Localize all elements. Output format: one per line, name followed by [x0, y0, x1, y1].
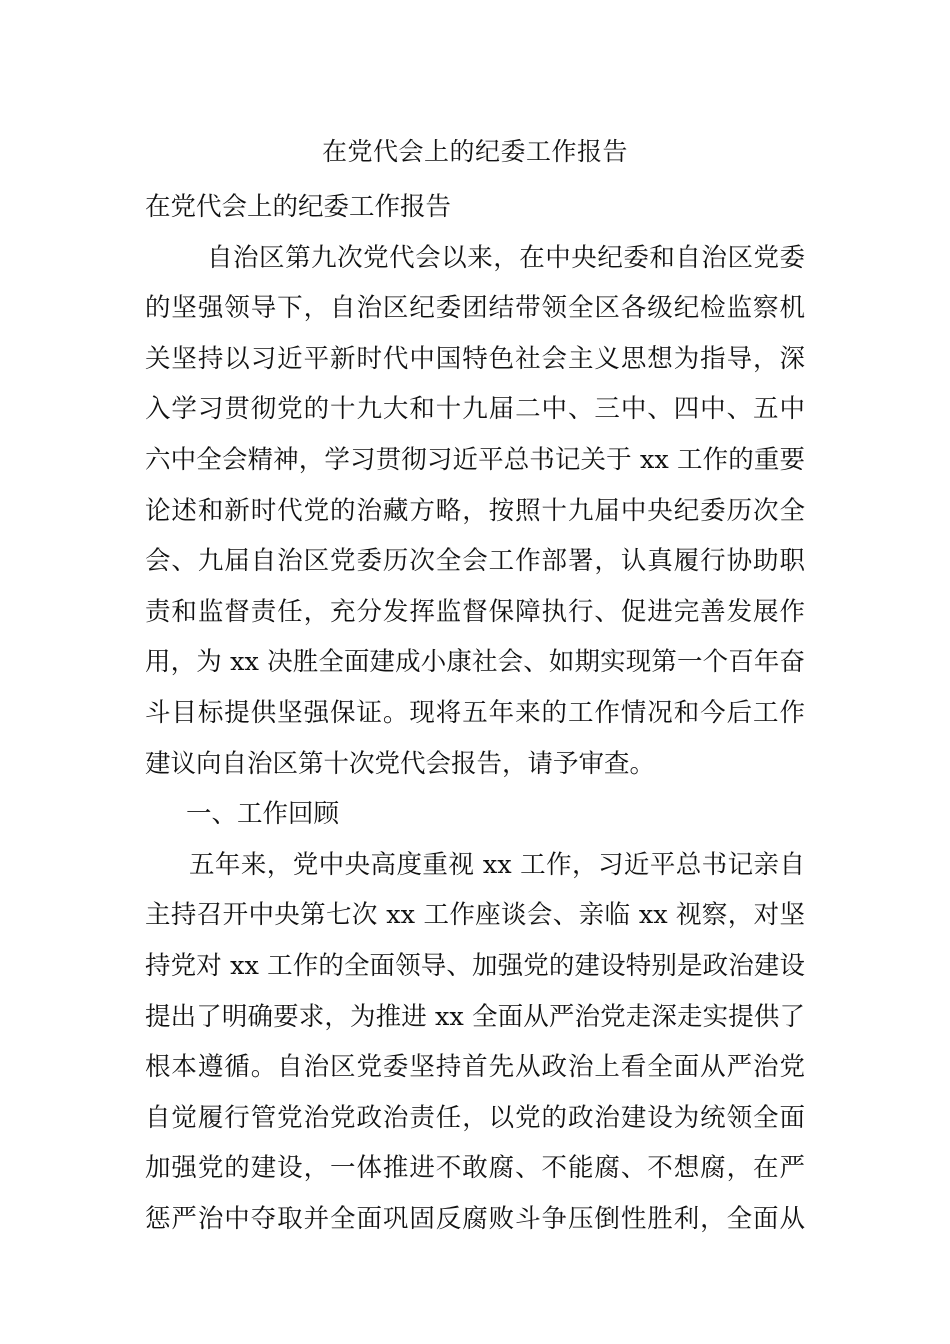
- paragraph-line: 论述和新时代党的治藏方略，按照十九届中央纪委历次全: [145, 495, 805, 526]
- paragraph-line: 五年来，党中央高度重视 xx 工作，习近平总书记亲自: [189, 849, 805, 880]
- paragraph-line: 六中全会精神，学习贯彻习近平总书记关于 xx 工作的重要: [145, 444, 805, 475]
- paragraph-line: 用，为 xx 决胜全面建成小康社会、如期实现第一个百年奋: [145, 647, 805, 678]
- paragraph-line: 关坚持以习近平新时代中国特色社会主义思想为指导，深: [145, 343, 805, 374]
- paragraph-2: [145, 840, 805, 1245]
- document-body: [145, 182, 805, 1244]
- paragraph-line: 主持召开中央第七次 xx 工作座谈会、亲临 xx 视察，对坚: [145, 900, 805, 931]
- document-title: 在党代会上的纪委工作报告: [321, 137, 628, 166]
- document-subtitle: 在党代会上的纪委工作报告: [145, 192, 452, 222]
- paragraph-line: 持党对 xx 工作的全面领导、加强党的建设特别是政治建设: [145, 950, 805, 981]
- paragraph-line: 自觉履行管党治党政治责任，以党的政治建设为统领全面: [145, 1102, 805, 1133]
- paragraph-line: 会、九届自治区党委历次全会工作部署，认真履行协助职: [145, 546, 805, 577]
- paragraph-line: 建议向自治区第十次党代会报告，请予审查。: [145, 748, 656, 779]
- paragraph-line: 加强党的建设，一体推进不敢腐、不能腐、不想腐，在严: [145, 1153, 805, 1184]
- paragraph-1: [145, 233, 805, 790]
- paragraph-line: 的坚强领导下，自治区纪委团结带领全区各级纪检监察机: [145, 293, 805, 324]
- section-heading: 一、工作回顾: [186, 799, 340, 830]
- paragraph-line: 根本遵循。自治区党委坚持首先从政治上看全面从严治党: [145, 1052, 805, 1083]
- paragraph-line: 惩严治中夺取并全面巩固反腐败斗争压倒性胜利，全面从: [145, 1203, 805, 1234]
- paragraph-line: 斗目标提供坚强保证。现将五年来的工作情况和今后工作: [145, 697, 805, 728]
- paragraph-line: 入学习贯彻党的十九大和十九届二中、三中、四中、五中: [145, 394, 805, 425]
- paragraph-line: 责和监督责任，充分发挥监督保障执行、促进完善发展作: [145, 596, 805, 627]
- paragraph-line: 自治区第九次党代会以来，在中央纪委和自治区党委: [207, 242, 805, 273]
- paragraph-line: 提出了明确要求，为推进 xx 全面从严治党走深走实提供了: [145, 1001, 805, 1032]
